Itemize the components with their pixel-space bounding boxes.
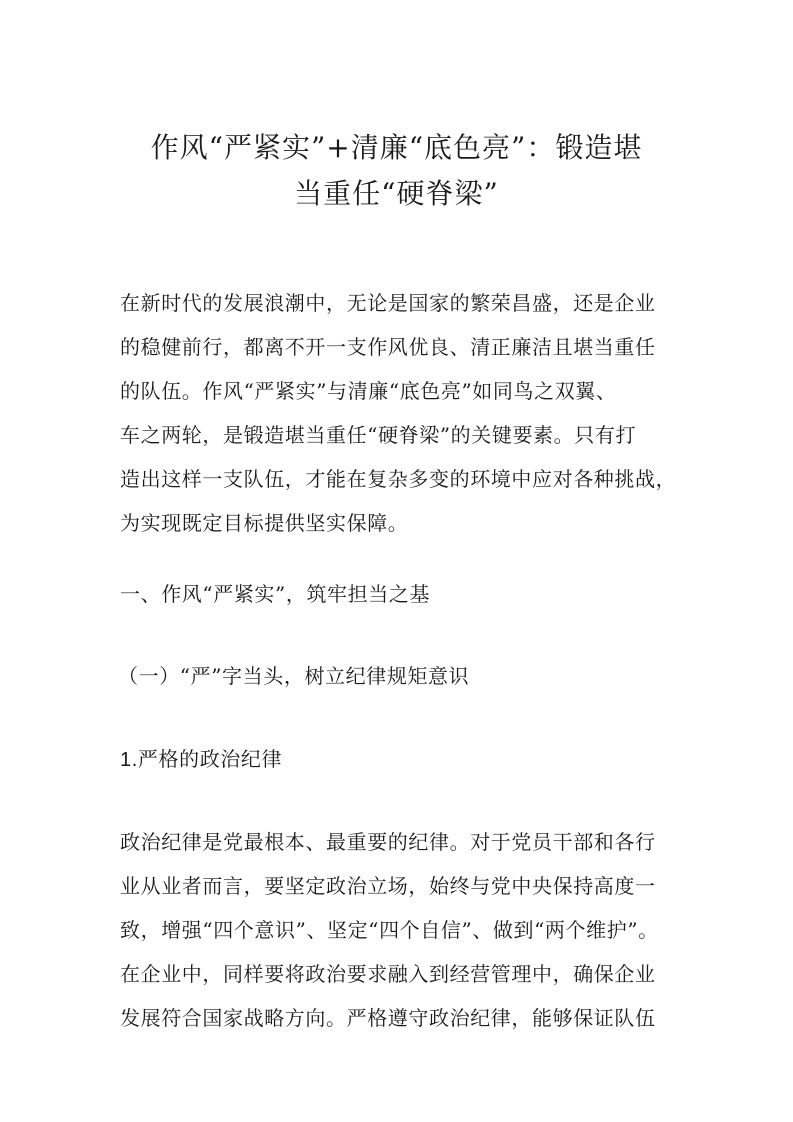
subsection-heading: （一）“严”字当头，树立纪律规矩意识	[118, 664, 470, 688]
body-line: 业从业者而言，要坚定政治立场，始终与党中央保持高度一	[120, 874, 656, 898]
item-number: 1.	[120, 749, 138, 771]
body-line: 致，增强“四个意识”、坚定“四个自信”、做到“两个维护”。	[120, 918, 659, 942]
intro-paragraph	[120, 281, 690, 545]
item-heading-text: 严格的政治纪律	[137, 747, 283, 771]
intro-line: 为实现既定目标提供坚实保障。	[120, 511, 409, 535]
intro-line: 的稳健前行，都离不开一支作风优良、清正廉洁且堪当重任	[120, 335, 656, 359]
intro-line: 在新时代的发展浪潮中，无论是国家的繁荣昌盛，还是企业	[120, 291, 656, 315]
body-paragraph	[120, 820, 690, 1040]
document-title-line-1: 作风“严紧实”+清廉“底色亮”：锻造堪	[150, 131, 643, 164]
body-line: 政治纪律是党最根本、最重要的纪律。对于党员干部和各行	[120, 830, 656, 854]
intro-line: 的队伍。作风“严紧实”与清廉“底色亮”如同鸟之双翼、	[120, 379, 617, 403]
item-heading	[120, 737, 282, 782]
section-heading: 一、作风“严紧实”，筑牢担当之基	[120, 582, 431, 606]
body-line: 在企业中，同样要将政治要求融入到经营管理中，确保企业	[120, 962, 656, 986]
intro-line: 造出这样一支队伍，才能在复杂多变的环境中应对各种挑战，	[120, 467, 677, 491]
intro-line: 车之两轮，是锻造堪当重任“硬脊梁”的关键要素。只有打	[120, 423, 637, 447]
document-title-line-2: 当重任“硬脊梁”	[294, 177, 499, 210]
body-line: 发展符合国家战略方向。严格遵守政治纪律，能够保证队伍	[120, 1006, 656, 1030]
